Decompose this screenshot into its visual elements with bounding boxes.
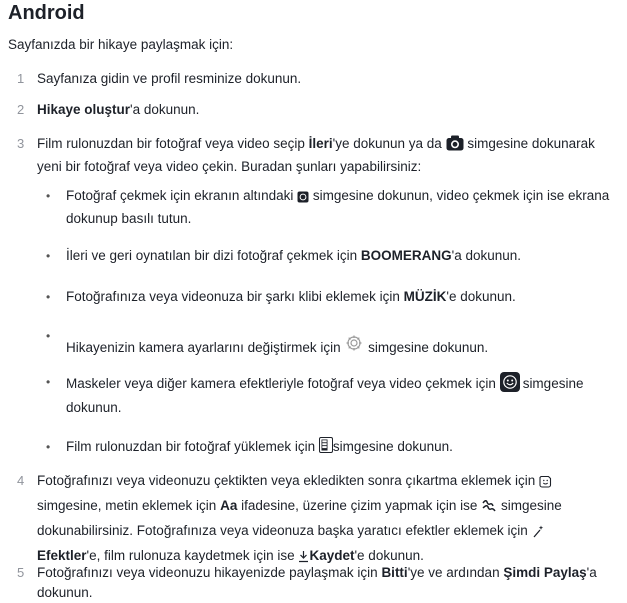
share-now-label: Şimdi Paylaş (503, 565, 587, 580)
step-number: 3 (17, 136, 25, 151)
save-label: Kaydet (309, 548, 355, 563)
text-segment: simgesine dokunun. (364, 340, 489, 355)
bullet-text (66, 372, 619, 418)
text-segment: 'ye dokunun ya da (332, 136, 446, 151)
effects-wand-icon (532, 523, 544, 545)
page-title: Android (8, 2, 85, 24)
music-label: MÜZİK (403, 289, 447, 304)
bullet-text (66, 246, 619, 266)
shutter-icon (297, 189, 309, 209)
draw-squiggle-icon (481, 498, 497, 520)
text-segment: Fotoğrafınızı veya videonuzu çektikten veya ekledikten sonra çıkartma eklemek için (37, 473, 539, 488)
camera-icon (446, 135, 464, 157)
step-number: 2 (17, 102, 25, 117)
create-story-label: Hikaye oluştur (37, 102, 131, 117)
text-segment: Maskeler veya diğer kamera efektleriyle fotoğraf veya video çekmek için (66, 376, 500, 391)
step-number: 1 (17, 71, 25, 86)
text-segment: Fotoğrafınızı veya videonuzu hikayenizde paylaşmak için (37, 565, 382, 580)
step-text-rest: 'a dokunun. (130, 102, 200, 117)
bullet-text (66, 287, 619, 307)
step-text: Sayfanıza gidin ve profil resminize dokunun. (37, 71, 302, 86)
text-segment: ifadesine, üzerine çizim yapmak için ise (237, 498, 482, 513)
text-segment: Fotoğrafınıza veya videonuza bir şarkı klibi eklemek için (66, 289, 404, 304)
text-segment: 'a dokunun. (37, 565, 597, 600)
text-segment: 'e dokunun. (446, 289, 516, 304)
text-segment: Film rulonuzdan bir fotoğraf veya video seçip (37, 136, 309, 151)
sticker-icon (539, 473, 552, 495)
text-segment: 'e dokunun. (354, 548, 424, 563)
text-segment: Film rulonuzdan bir fotoğraf yüklemek için (66, 439, 319, 454)
text-segment: 'e, film rulonuza kaydetmek için ise (86, 548, 299, 563)
bullet-text (66, 437, 619, 459)
smiley-face-icon (500, 372, 520, 398)
text-segment: simgesine dokunabilirsiniz. Fotoğrafınıza veya videonuza başka yaratıcı efektler eklemek için (37, 498, 562, 538)
text-segment: Fotoğraf çekmek için ekranın altındaki (66, 188, 298, 203)
step-text (37, 470, 619, 570)
text-segment: simgesine dokunarak yeni bir fotoğraf veya video çekin. Buradan şunları yapabilirsiniz: (37, 136, 595, 174)
text-segment: simgesine dokunun, video çekmek için ise ekrana dokunup basılı tutun. (66, 188, 610, 226)
effects-label: Efektler (37, 548, 87, 563)
camera-roll-icon (319, 437, 333, 459)
step-text (37, 563, 619, 603)
bullet-text (66, 333, 619, 359)
step-number: 5 (17, 565, 25, 580)
done-label: Bitti (381, 565, 408, 580)
bullet-text (66, 186, 619, 229)
intro-text: Sayfanızda bir hikaye paylaşmak için: (8, 37, 234, 52)
bullet-dot: • (46, 375, 51, 389)
boomerang-label: BOOMERANG (360, 248, 452, 263)
text-segment: İleri ve geri oynatılan bir dizi fotoğraf çekmek için (66, 248, 361, 263)
text-segment: Hikayenizin kamera ayarlarını değiştirmek için (66, 340, 345, 355)
text-segment: simgesine dokunun. (332, 439, 453, 454)
text-segment: 'ye ve ardından (407, 565, 504, 580)
gear-icon (344, 333, 364, 359)
text-segment: simgesine dokunun. (66, 376, 584, 415)
text-segment: 'a dokunun. (451, 248, 522, 263)
bullet-dot: • (46, 440, 51, 454)
step-text (37, 134, 619, 177)
bullet-dot: • (46, 329, 51, 343)
step-text (37, 100, 619, 120)
text-tool-label: Aa (220, 498, 238, 513)
step-number: 4 (17, 473, 25, 488)
next-label: İleri (308, 136, 333, 151)
bullet-dot: • (46, 189, 51, 203)
bullet-dot: • (46, 249, 51, 263)
bullet-dot: • (46, 290, 51, 304)
text-segment: simgesine, metin eklemek için (37, 498, 221, 513)
